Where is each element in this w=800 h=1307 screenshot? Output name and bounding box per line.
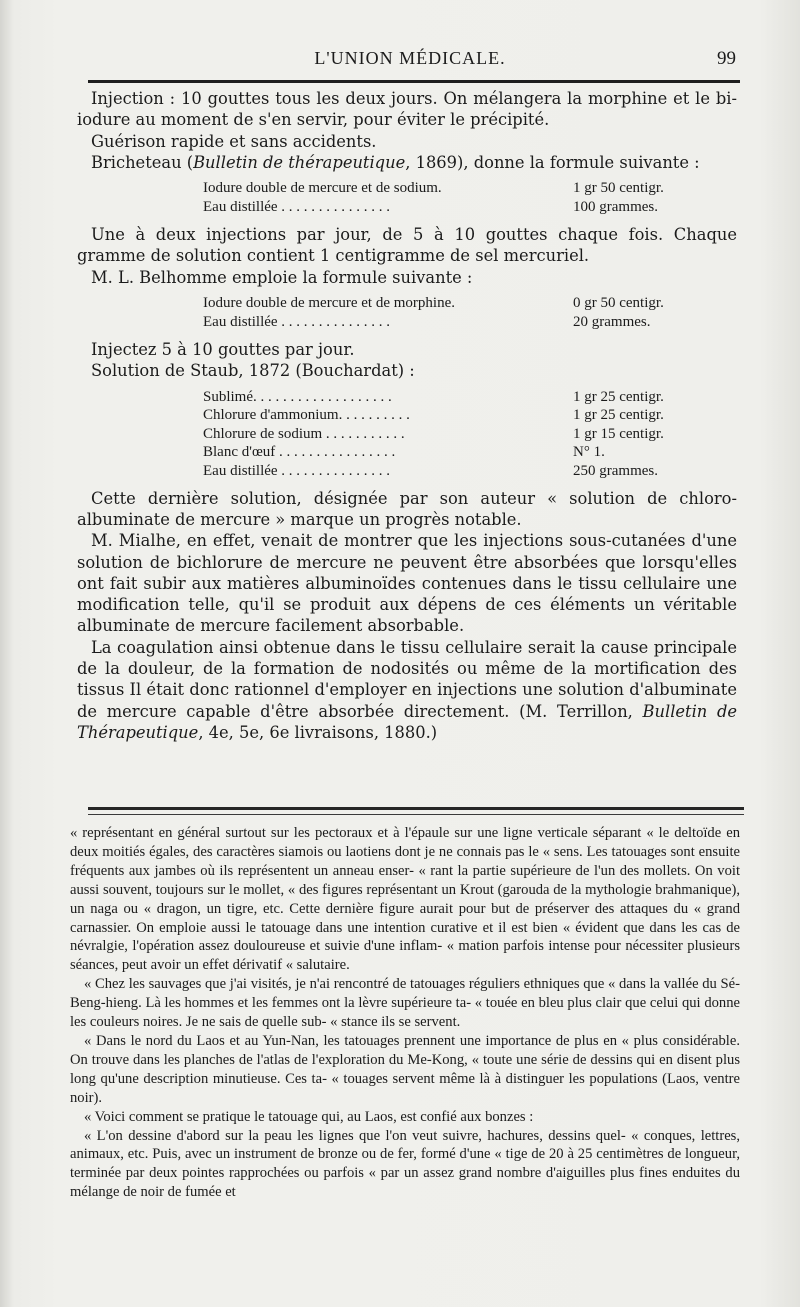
formula-row [203, 294, 723, 313]
amount: 1 gr 25 centigr. [573, 407, 664, 424]
formula-row [203, 179, 723, 198]
footnote-block [70, 824, 740, 1202]
formula-row [203, 388, 723, 407]
formula-row [203, 313, 723, 332]
formula-row [203, 443, 723, 462]
paragraph: Une à deux injections par jour, de 5 à 10 gouttes chaque fois. Chaque gramme de solution contient 1 centigramme de sel mercuriel. [77, 225, 737, 266]
amount: 0 gr 50 centigr. [573, 295, 664, 312]
paragraph [77, 152, 737, 173]
text-span: , 4e, 5e, 6e livraisons, 1880.) [198, 722, 438, 742]
text-span: , 1869), donne la formule suivante : [405, 152, 700, 172]
ingredient: Iodure double de mercure et de sodium. [203, 180, 442, 197]
ingredient: Eau distillée . . . . . . . . . . . . . . . [203, 463, 391, 480]
page-header [80, 44, 740, 74]
footnote-paragraph: « Chez les sauvages que j'ai visités, je n'ai rencontré de tatouages réguliers ethniques que « dans la vallée du Sé-Beng-hieng. Là les hommes et les femmes ont la lèvre supérieure ta- « touée en bleu plus clair que celui qui donne les couleurs noires. Je ne sais de quelle sub- « stance ils se servent. [70, 976, 740, 1031]
footnote-paragraph: « représentant en général surtout sur les pectoraux et à l'épaule sur une ligne verticale séparant « le deltoïde en deux moitiés égales, des caractères siamois ou laotiens dont je ne connais pas le « sens. Les tatouages sont ensuite fréquents aux jambes où ils représentent un anneau enser- « rant la partie supérieure de l'un des mollets. On voit aussi souvent, toujours sur le mollet, « des figures représentant un Krout (garouda de la mythologie brahmanique), un naga ou « dragon, un tigre, etc. Cette dernière figure aurait pour but de préserver des attaques du « grand carnassier. On emploie aussi le tatouage dans une intention curative et il est bien « évident que dans les cas de névralgie, l'opération assez douloureuse et suivie d'une inflam- « mation parfois intense pour nécessiter plusieurs séances, peut avoir un effet dérivatif « salutaire. [70, 825, 740, 974]
ingredient: Sublimé. . . . . . . . . . . . . . . . . . . [203, 388, 392, 405]
ingredient: Eau distillée . . . . . . . . . . . . . . . [203, 199, 391, 216]
page-number: 99 [717, 48, 736, 69]
footnote-paragraph: « Dans le nord du Laos et au Yun-Nan, les tatouages prennent une importance de plus en « plus considérable. On trouve dans les planches de l'atlas de l'exploration du Me-Kong, « toute une série de dessins qui en disent plus long qu'une description minutieuse. Ces ta- « touages servent même là à distinguer les populations (Laos, ventre noir). [70, 1032, 740, 1106]
amount: N° 1. [573, 444, 605, 461]
formula-row [203, 406, 723, 425]
formula-row [203, 462, 723, 481]
footnote-paragraph: « Voici comment se pratique le tatouage qui, au Laos, est confié aux bonzes : [84, 1108, 534, 1125]
paragraph [77, 637, 737, 743]
formula-belhomme [203, 294, 723, 332]
footnote-paragraph: « L'on dessine d'abord sur la peau les lignes que l'on veut suivre, hachures, dessins quel- « conques, lettres, animaux, etc. Puis, avec un instrument de bronze ou de fer, formé d'une « tige de 20 à 25 centimètres de longueur, terminée par deux pointes rapprochées ou parfois « par un assez grand nombre d'aiguilles plus fines enduites du mélange de noir de fumée et [70, 1127, 740, 1201]
paragraph: M. Mialhe, en effet, venait de montrer que les injections sous-cutanées d'une solution de bichlorure de mercure ne peuvent être absorbées que lorsqu'elles ont fait subir aux matières albuminoïdes contenues dans le tissu cellulaire une modification telle, qu'il se produit aux dépens de ces éléments un véritable albuminate de mercure facilement absorbable. [77, 531, 737, 636]
formula-bricheteau [203, 179, 723, 217]
amount: 1 gr 15 centigr. [573, 425, 664, 442]
paragraph: Injectez 5 à 10 gouttes par jour. [91, 340, 355, 360]
ingredient: Blanc d'œuf . . . . . . . . . . . . . . . . [203, 444, 396, 461]
text-span: La coagulation ainsi obtenue dans le tissu cellulaire serait la cause principale de la douleur, de la formation de nodosités ou même de la mortification des tissus Il était donc rationnel d'employer en injections une solution d'albuminate de mercure capable d'être absorbée directement. (M. Terrillon, [77, 637, 737, 721]
ingredient: Eau distillée . . . . . . . . . . . . . . . [203, 314, 391, 331]
paragraph: Guérison rapide et sans accidents. [91, 131, 377, 151]
paragraph: Solution de Staub, 1872 (Bouchardat) : [91, 361, 415, 381]
formula-row [203, 425, 723, 444]
journal-title: Bulletin de Thérapeutique [77, 701, 738, 742]
ingredient: Chlorure d'ammonium. . . . . . . . . . [203, 407, 410, 424]
journal-title: Bulletin de thérapeutique [193, 152, 406, 172]
main-text [77, 88, 737, 743]
formula-staub [203, 388, 723, 481]
amount: 1 gr 50 centigr. [573, 180, 664, 197]
running-title: L'UNION MÉDICALE. [314, 48, 506, 68]
paragraph: Injection : 10 gouttes tous les deux jours. On mélangera la morphine et le bi-iodure au moment de s'en servir, pour éviter le précipité. [77, 89, 737, 130]
section-divider [88, 807, 744, 810]
amount: 250 grammes. [573, 463, 658, 480]
formula-row [203, 198, 723, 217]
amount: 100 grammes. [573, 199, 658, 216]
ingredient: Chlorure de sodium . . . . . . . . . . . [203, 425, 405, 442]
paragraph: M. L. Belhomme emploie la formule suivante : [91, 267, 473, 287]
text-span: Bricheteau ( [91, 152, 194, 172]
amount: 20 grammes. [573, 314, 651, 331]
amount: 1 gr 25 centigr. [573, 388, 664, 405]
paragraph: Cette dernière solution, désignée par son auteur « solution de chloro-albuminate de mercure » marque un progrès notable. [77, 488, 737, 529]
section-divider-thin [88, 814, 744, 815]
ingredient: Iodure double de mercure et de morphine. [203, 295, 455, 312]
header-rule [88, 80, 740, 83]
